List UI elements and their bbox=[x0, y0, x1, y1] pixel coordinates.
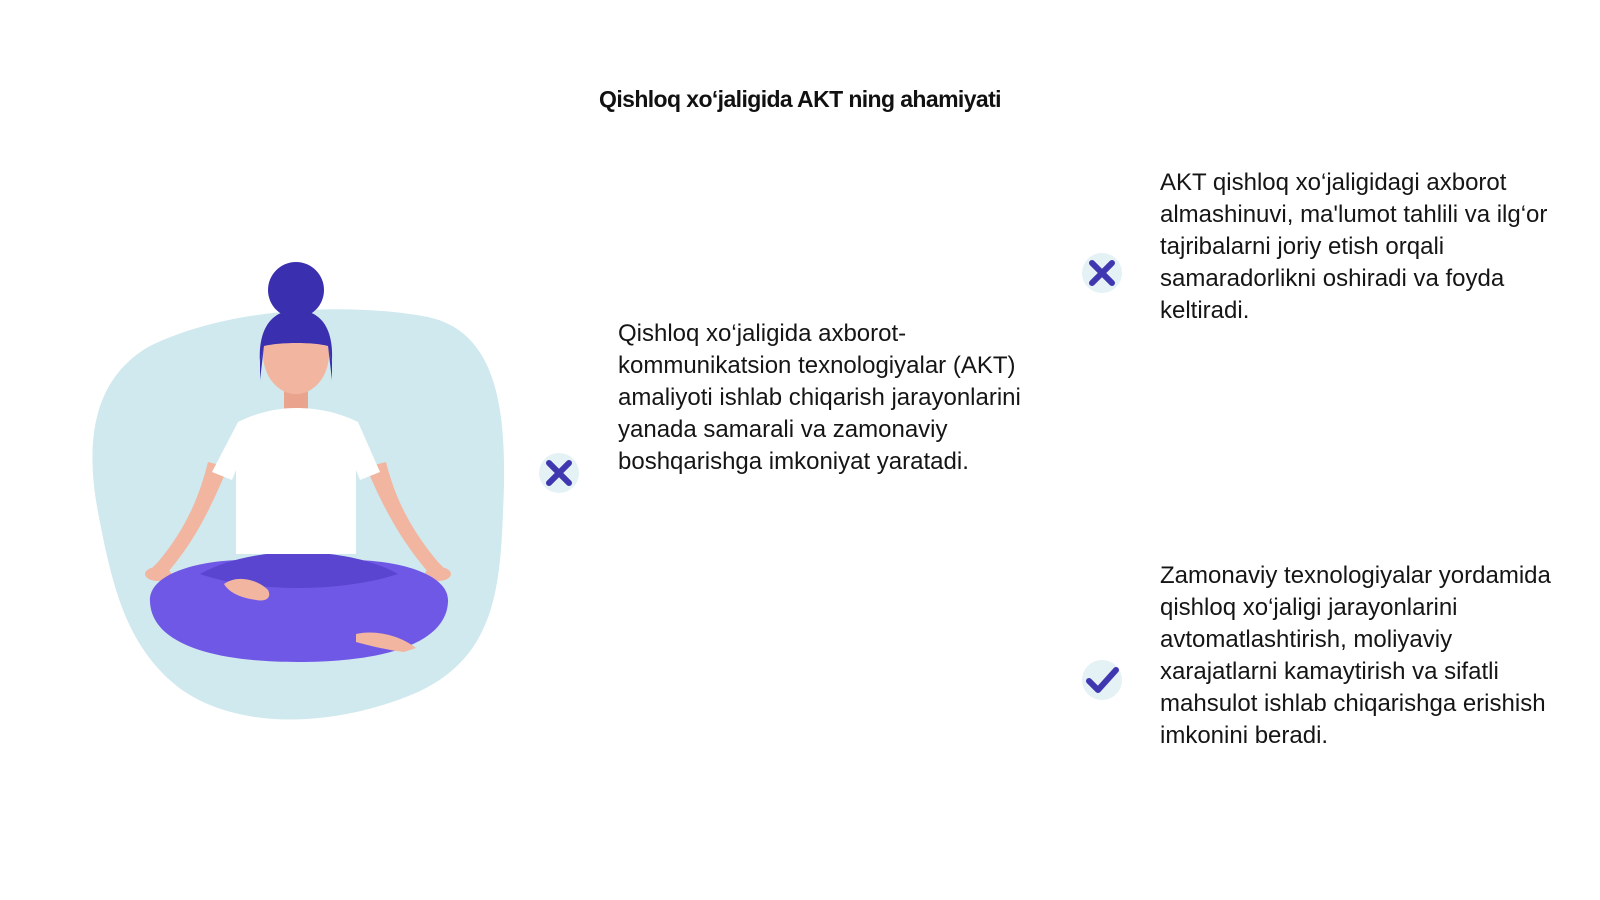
x-icon bbox=[537, 451, 581, 495]
shirt-shape bbox=[212, 408, 380, 554]
slide-title: Qishloq xo‘jaligida AKT ning ahamiyati bbox=[599, 86, 1001, 112]
point-text-2: AKT qishloq xo‘jaligidagi axborot almashinuvi, ma'lumot tahlili va ilg‘or tajribalarni joriy etish orqali samaradorlikni oshiradi va foyda keltiradi. bbox=[1160, 169, 1548, 324]
x-icon bbox=[1080, 251, 1124, 295]
point-text-1: Qishloq xo‘jaligida axborot-kommunikatsion texnologiyalar (AKT) amaliyoti ishlab chiqarish jarayonlarini yanada samarali va zamonaviy boshqarishga imkoniyat yaratadi. bbox=[618, 320, 1021, 475]
meditation-illustration bbox=[88, 262, 518, 737]
check-icon bbox=[1080, 658, 1124, 702]
point-text-3: Zamonaviy texnologiyalar yordamida qishloq xo‘jaligi jarayonlarini avtomatlashtirish, moliyaviy xarajatlarni kamaytirish va sifatli mahsulot ishlab chiqarishga erishish imkonini beradi. bbox=[1160, 562, 1551, 749]
hair-bun bbox=[268, 262, 324, 318]
